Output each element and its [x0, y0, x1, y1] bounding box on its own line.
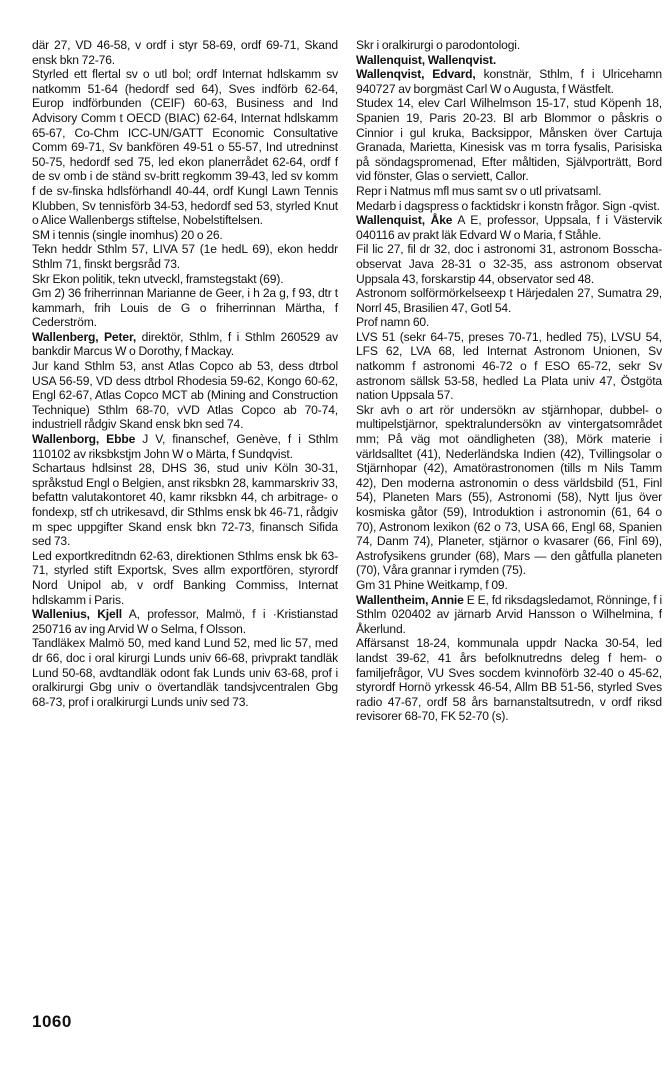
- entry-name: Wallentheim, Annie: [356, 592, 464, 607]
- entry-paragraph: [32, 67, 338, 228]
- entry-name: Wallenborg, Ebbe: [32, 432, 136, 447]
- entry-heading-paragraph: [356, 593, 662, 637]
- entry-heading-paragraph: [356, 67, 662, 96]
- entry-text: Tandläkex Malmö 50, med kand Lund 52, med lic 57, med dr 66, doc i oral kirurgi Lunds univ 66-68, privprakt tandläk Lund 50-68, avdtandläk odont fak Lunds univ 63-68, prof i oralkirurgi Gbg univ o övertandläk tandsjvcentralen Gbg 68-73, prof i oralkirurgi Lunds univ sed 73.: [32, 636, 338, 709]
- entry-text: Repr i Natmus mfl mus samt sv o utl privatsaml.: [356, 183, 602, 198]
- entry-text: Gm 2) 36 friherrinnan Marianne de Geer, i h 2a g, f 93, dtr t kammarh, frih Louis de G o friherrinnan Märtha, f Cederström.: [32, 286, 338, 330]
- entry-text: Jur kand Sthlm 53, anst Atlas Copco ab 53, dess dtrbol USA 56-59, VD dess dtrbol Rhodesia 59-62, Kongo 60-62, Engl 62-67, Atlas Copco MCT ab (Mining and Construction Technique) Sthlm 68-70, vVD Atlas Copco ab 70-74, industriell rådgiv Skand ensk bkn sed 74.: [32, 359, 338, 432]
- entry-paragraph: [32, 38, 338, 67]
- entry-heading-paragraph: [32, 330, 338, 359]
- entry-text: där 27, VD 46-58, v ordf i styr 58-69, ordf 69-71, Skand ensk bkn 72-76.: [32, 38, 338, 67]
- entry-paragraph: [356, 38, 662, 53]
- left-column: [32, 38, 338, 709]
- page-number: 1060: [32, 1012, 72, 1031]
- entry-text: Styrled ett flertal sv o utl bol; ordf Internat hdlskamm sv natkomm 51-64 (hedordf sed 64), Sves indförb 62-64, Europ indförbunden (CEIF) 60-63, Business and Ind Advisory Comm t OECD (BIAC) 62-64, Internat hdlskamm 65-67, Co-Chm ICC-UN/GATT Economic Consultative Comm 69-71, Sv bankfören 49-51 o 55-57, Ind utredninst 50-75, hedordf sed 75, led ekon planerrådet 62-64, ordf f de sv omb i de ständ sv-britt regkomm 39-43, led sv komm f de sv-finska hdlsförhandl 40-44, ordf Kungl Lawn Tennis Klubben, Sv tennisförb 34-53, hedordf sed 53, styrled Knut o Alice Wallenbergs stiftelse, Nobelstiftelsen.: [32, 67, 338, 228]
- entry-text: Gm 31 Phine Weitkamp, f 09.: [356, 577, 508, 592]
- entry-text: Prof namn 60.: [356, 315, 430, 330]
- entry-text: Skr avh o art rör undersökn av stjärnhopar, dubbel- o multipelstjärnor, spektralundersökn av vintergatsområdet mm; På väg mot oändligheten (38), Mörk materie i världsalltet (41), Nederländska Indien (42), Tvillingsolar o Stjärnhopar (42), Amatörastronomen (tills m Nils Tamm 42), Den moderna astronomin o dess världsbild (51, Finl 54), Planeten Mars (55), Astronomi (58), Nytt ljus över kosmiska gåtor (59), Introduktion i astronomin (61, 64 o 70), Astronom lexikon (62 o 73, USA 66, Engl 68, Spanien 74, Danm 74), Planeter, stjärnor o kvasarer (66, Finl 69), Astrofysikens grunder (68), Mars — den gåtfulla planeten (70), Våra grannar i rymden (75).: [356, 402, 662, 578]
- entry-paragraph: [356, 96, 662, 184]
- entry-text: A E, professor, Uppsala, f i Västervik 040116 av prakt läk Edvard W o Maria, f Ståhle.: [356, 213, 662, 242]
- entry-text: Astronom solförmörkelseexp t Härjedalen 27, Sumatra 29, Norrl 45, Brasilien 47, Gotl 54.: [356, 286, 662, 315]
- entry-text: konstnär, Sthlm, f i Ulricehamn 940727 av borgmäst Carl W o Augusta, f Wästfelt.: [356, 67, 663, 96]
- entry-paragraph: [356, 315, 662, 330]
- entry-text: E E, fd riksdagsledamot, Rönninge, f i Sthlm 020402 av järnarb Arvid Hansson o Wilhelmina, f Åkerlund.: [356, 592, 662, 636]
- entry-paragraph: [356, 286, 662, 315]
- entry-paragraph: [32, 286, 338, 330]
- entry-paragraph: [356, 184, 662, 199]
- entry-text: Affärsanst 18-24, kommunala uppdr Nacka 30-54, led landst 39-62, 41 års befolknutredns deleg f hem- o familjefrågor, VU Sves socdem kvinnoförb 32-40 o 45-62, styrordf Hornö yrkessk 46-54, Allm BB 51-56, styrled Sves radio 47-67, ordf 58 års barnanstaltsutredn, v ordf riksd revisorer 68-70, FK 52-70 (s).: [356, 636, 662, 724]
- entry-paragraph: [32, 549, 338, 607]
- entry-text: J V, finanschef, Genève, f i Sthlm 110102 av riksbkstjm John W o Märta, f Sundqvist.: [32, 432, 338, 461]
- entry-paragraph: [32, 359, 338, 432]
- entry-text: Medarb i dagspress o facktidskr i konstn frågor. Sign -qvist.: [356, 198, 660, 213]
- entry-text: Skr i oralkirurgi o parodontologi.: [356, 38, 521, 52]
- entry-text: Fil lic 27, fil dr 32, doc i astronomi 31, astronom Bosscha-observat Java 28-31 o 32-35, ass astronom observat Uppsala 43, forskarstip 44, observator sed 48.: [356, 242, 662, 286]
- entry-paragraph: [32, 272, 338, 287]
- entry-paragraph: [356, 242, 662, 286]
- entry-text: Skr Ekon politik, tekn utveckl, framstegstakt (69).: [32, 271, 284, 286]
- entry-text: Schartaus hdlsinst 28, DHS 36, stud univ Köln 30-31, språkstud Engl o Belgien, anst riksbkn 28, kammarskriv 33, befattn valutakontoret 40, kamr riksbkn 44, ch arbitrage- o fondexp, stf ch utrikesavd, dir Sthlms ensk bk 46-71, rådgiv m spec uppgifter Skand ensk bkn 72-73, finansch Sifida sed 73.: [32, 461, 338, 549]
- entry-paragraph: [32, 461, 338, 549]
- right-column: [356, 38, 662, 724]
- entry-name: Wallenquist, Wallenqvist.: [356, 52, 497, 67]
- entry-paragraph: [32, 242, 338, 271]
- entry-paragraph: [356, 636, 662, 724]
- entry-paragraph: [356, 403, 662, 578]
- entry-heading-paragraph: [32, 432, 338, 461]
- entry-text: direktör, Sthlm, f i Sthlm 260529 av bankdir Marcus W o Dorothy, f Mackay.: [32, 329, 339, 359]
- entry-paragraph: [356, 199, 662, 214]
- entry-text: LVS 51 (sekr 64-75, preses 70-71, hedled 75), LVSU 54, LFS 62, LVA 68, led Internat Astronom Unionen, Sv natkomm f astronomi 46-72 o f ESO 65-72, sekr Sv astronom sällsk 53-58, hedled La Plata univ 47, Östgöta nation Uppsala 57.: [356, 329, 662, 403]
- entry-paragraph: [32, 636, 338, 709]
- entry-text: Studex 14, elev Carl Wilhelmson 15-17, stud Köpenh 18, Spanien 19, Paris 20-23. Bl arb Blommor o påskris o Cinnior i gul kruka, Backsippor, Månsken över Cartuja Granada, Marietta, Kinesisk vas m torra fysalis, Parisiska på söndagspromenad, Efter måltiden, Självporträtt, Bord vid fönster, Glas o serviett, Callor.: [356, 96, 662, 184]
- entry-text: A, professor, Malmö, f i ·Kristianstad 250716 av ing Arvid W o Selma, f Olsson.: [32, 607, 338, 636]
- entry-name: Wallenius, Kjell: [32, 607, 123, 622]
- entry-name: Wallenqvist, Edvard,: [356, 67, 476, 82]
- entry-name: Wallenquist, Åke: [356, 213, 453, 228]
- entry-heading-paragraph: [356, 53, 662, 68]
- entry-text: Tekn heddr Sthlm 57, LIVA 57 (1e hedL 69), ekon heddr Sthlm 71, finskt bergsråd 73.: [32, 242, 338, 271]
- entry-text: SM i tennis (single inomhus) 20 o 26.: [32, 227, 223, 242]
- entry-text: Led exportkreditndn 62-63, direktionen Sthlms ensk bk 63-71, styrled stift Exportsk, Sves allm exportfören, styrordf Nord Unipol ab, v ordf Banking Commiss, Internat hdlskamm i Paris.: [32, 548, 338, 607]
- entry-heading-paragraph: [32, 607, 338, 636]
- entry-paragraph: [356, 330, 662, 403]
- entry-paragraph: [356, 578, 662, 593]
- entry-paragraph: [32, 228, 338, 243]
- entry-name: Wallenberg, Peter,: [32, 329, 137, 344]
- entry-heading-paragraph: [356, 213, 662, 242]
